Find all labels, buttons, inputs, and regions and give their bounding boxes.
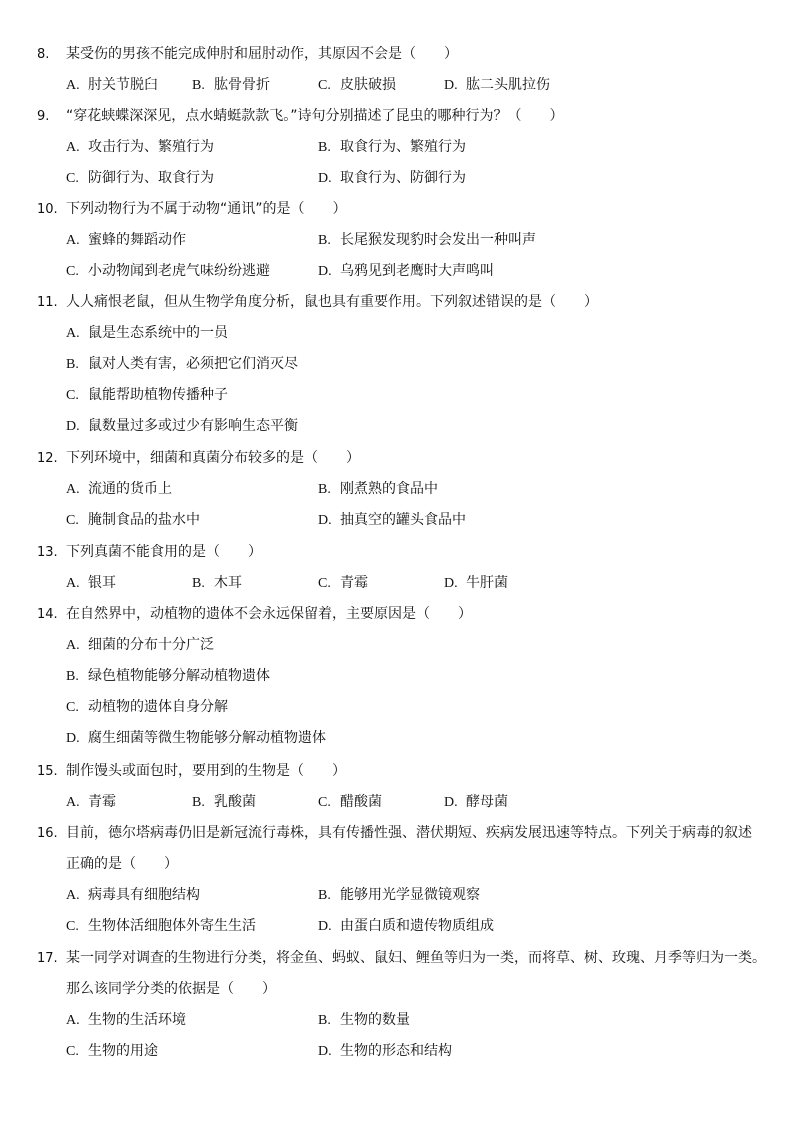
question-number: 16. — [37, 826, 58, 841]
question-stem: 制作馒头或面包时，要用到的生物是（ ） — [66, 763, 346, 779]
option-b[interactable]: B. 绿色植物能够分解动植物遗体 — [66, 668, 270, 684]
option-a[interactable]: A. 鼠是生态系统中的一员 — [66, 325, 228, 341]
option-b[interactable]: B. 能够用光学显微镜观察 — [318, 887, 480, 903]
question-12 — [0, 443, 794, 536]
question-number: 12. — [37, 451, 58, 466]
option-a[interactable]: A. 青霉 — [66, 794, 116, 810]
question-stem: 下列真菌不能食用的是（ ） — [66, 544, 262, 560]
question-stem-continued: 正确的是（ ） — [66, 856, 178, 872]
question-number: 11. — [37, 295, 58, 310]
option-d[interactable]: D. 肱二头肌拉伤 — [444, 77, 550, 93]
question-stem: 某受伤的男孩不能完成伸肘和屈肘动作，其原因不会是（ ） — [66, 46, 458, 62]
option-c[interactable]: C. 皮肤破损 — [318, 77, 396, 93]
question-15 — [0, 756, 794, 818]
option-b[interactable]: B. 长尾猴发现豹时会发出一种叫声 — [318, 232, 536, 248]
question-number: 10. — [37, 202, 58, 217]
option-c[interactable]: C. 鼠能帮助植物传播种子 — [66, 387, 228, 403]
option-c[interactable]: C. 生物的用途 — [66, 1043, 158, 1059]
option-b[interactable]: B. 肱骨骨折 — [192, 77, 270, 93]
option-a[interactable]: A. 蜜蜂的舞蹈动作 — [66, 232, 186, 248]
question-number: 9. — [37, 109, 50, 124]
option-d[interactable]: D. 牛肝菌 — [444, 575, 508, 591]
option-d[interactable]: D. 鼠数量过多或过少有影响生态平衡 — [66, 418, 298, 434]
option-a[interactable]: A. 细菌的分布十分广泛 — [66, 637, 214, 653]
option-d[interactable]: D. 由蛋白质和遗传物质组成 — [318, 918, 494, 934]
option-b[interactable]: B. 乳酸菌 — [192, 794, 256, 810]
option-a[interactable]: A. 攻击行为、繁殖行为 — [66, 139, 214, 155]
option-c[interactable]: C. 青霉 — [318, 575, 368, 591]
option-c[interactable]: C. 动植物的遗体自身分解 — [66, 699, 228, 715]
option-a[interactable]: A. 生物的生活环境 — [66, 1012, 186, 1028]
option-c[interactable]: C. 小动物闻到老虎气味纷纷逃避 — [66, 263, 270, 279]
option-d[interactable]: D. 腐生细菌等微生物能够分解动植物遗体 — [66, 730, 326, 746]
option-d[interactable]: D. 抽真空的罐头食品中 — [318, 512, 466, 528]
option-d[interactable]: D. 取食行为、防御行为 — [318, 170, 466, 186]
question-stem: 下列环境中，细菌和真菌分布较多的是（ ） — [66, 450, 360, 466]
question-16 — [0, 818, 794, 942]
question-number: 14. — [37, 607, 58, 622]
option-c[interactable]: C. 醋酸菌 — [318, 794, 382, 810]
question-number: 8. — [37, 47, 50, 62]
question-10 — [0, 194, 794, 287]
question-stem: “穿花蛱蝶深深见，点水蜻蜓款款飞。”诗句分别描述了昆虫的哪种行为？（ ） — [66, 108, 564, 124]
option-b[interactable]: B. 生物的数量 — [318, 1012, 410, 1028]
question-11 — [0, 287, 794, 442]
option-d[interactable]: D. 生物的形态和结构 — [318, 1043, 452, 1059]
option-b[interactable]: B. 刚煮熟的食品中 — [318, 481, 438, 497]
question-stem: 目前，德尔塔病毒仍旧是新冠流行毒株，具有传播性强、潜伏期短、疾病发展迅速等特点。下列关于病毒的叙述 — [66, 825, 752, 841]
option-a[interactable]: A. 病毒具有细胞结构 — [66, 887, 200, 903]
question-9 — [0, 101, 794, 194]
question-number: 15. — [37, 764, 58, 779]
option-a[interactable]: A. 银耳 — [66, 575, 116, 591]
option-a[interactable]: A. 肘关节脱臼 — [66, 77, 158, 93]
question-stem: 下列动物行为不属于动物“通讯”的是（ ） — [66, 201, 347, 217]
option-c[interactable]: C. 防御行为、取食行为 — [66, 170, 214, 186]
question-13 — [0, 537, 794, 599]
question-stem-continued: 那么该同学分类的依据是（ ） — [66, 981, 276, 997]
option-c[interactable]: C. 生物体活细胞体外寄生生活 — [66, 918, 256, 934]
option-d[interactable]: D. 酵母菌 — [444, 794, 508, 810]
option-b[interactable]: B. 鼠对人类有害，必须把它们消灭尽 — [66, 356, 298, 372]
option-b[interactable]: B. 取食行为、繁殖行为 — [318, 139, 466, 155]
option-c[interactable]: C. 腌制食品的盐水中 — [66, 512, 200, 528]
question-stem: 人人痛恨老鼠，但从生物学角度分析，鼠也具有重要作用。下列叙述错误的是（ ） — [66, 294, 598, 310]
question-stem: 在自然界中，动植物的遗体不会永远保留着，主要原因是（ ） — [66, 606, 472, 622]
option-a[interactable]: A. 流通的货币上 — [66, 481, 172, 497]
question-number: 13. — [37, 545, 58, 560]
question-stem: 某一同学对调查的生物进行分类，将金鱼、蚂蚁、鼠妇、鲤鱼等归为一类，而将草、树、玫瑰、月季等归为一类。 — [66, 950, 766, 966]
question-17 — [0, 943, 794, 1067]
question-14 — [0, 599, 794, 754]
question-8 — [0, 39, 794, 101]
option-d[interactable]: D. 乌鸦见到老鹰时大声鸣叫 — [318, 263, 494, 279]
option-b[interactable]: B. 木耳 — [192, 575, 242, 591]
question-number: 17. — [37, 951, 58, 966]
